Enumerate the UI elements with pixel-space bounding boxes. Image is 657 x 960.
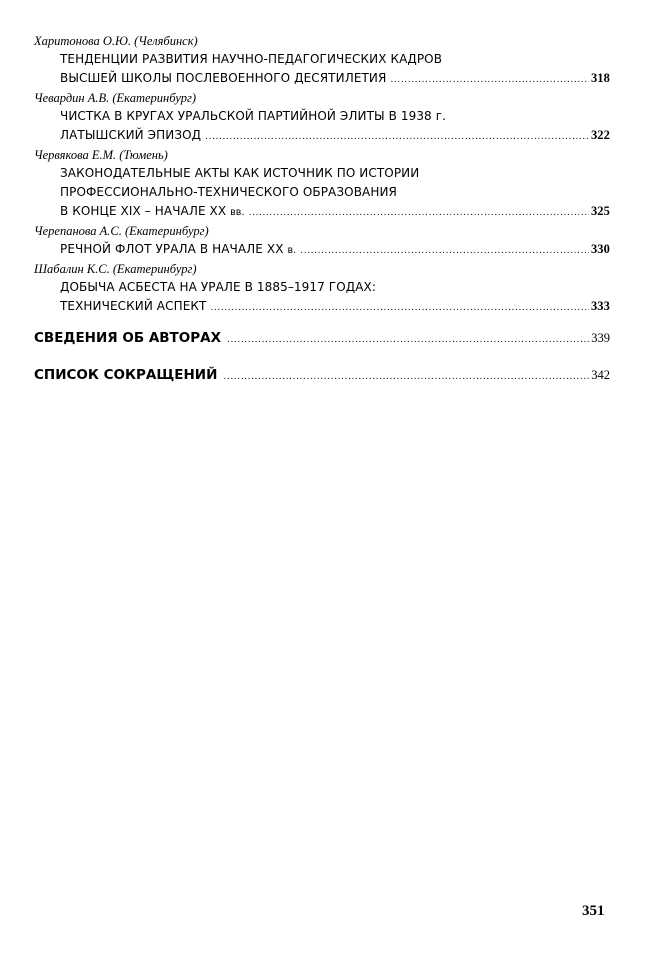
toc-entry [34,222,610,259]
table-of-contents [34,32,610,385]
dot-leader [223,367,589,387]
entry-title-text [60,240,296,260]
entry-page-number: 325 [590,204,610,218]
entry-title-text [60,202,245,222]
entry-title-line: ЗАКОНОДАТЕЛЬНЫЕ АКТЫ КАК ИСТОЧНИК ПО ИСТОРИИ [60,166,420,180]
toc-entry [34,260,610,316]
entry-title-main: РЕЧНОЙ ФЛОТ УРАЛА В НАЧАЛЕ XX [60,242,284,256]
entry-title-text: ВЫСШЕЙ ШКОЛЫ ПОСЛЕВОЕННОГО ДЕСЯТИЛЕТИЯ [60,71,387,85]
dot-leader [300,242,589,261]
entry-title-line: ЧИСТКА В КРУГАХ УРАЛЬСКОЙ ПАРТИЙНОЙ ЭЛИТЫ В 1938 г. [60,109,447,123]
entry-page-number: 322 [590,128,610,142]
dot-leader [227,330,589,350]
entry-title-line: ТЕНДЕНЦИИ РАЗВИТИЯ НАУЧНО-ПЕДАГОГИЧЕСКИХ КАДРОВ [60,52,443,66]
page-number: 351 [582,903,605,919]
entry-title-text: ТЕХНИЧЕСКИЙ АСПЕКТ [60,299,207,313]
section-title: СВЕДЕНИЯ ОБ АВТОРАХ [34,330,221,346]
entry-title-line: ДОБЫЧА АСБЕСТА НА УРАЛЕ В 1885–1917 ГОДАХ: [60,280,377,294]
entry-author: Червякова Е.М. (Тюмень) [34,148,168,162]
toc-entry [34,32,610,88]
entry-author: Шабалин К.С. (Екатеринбург) [34,262,197,276]
toc-section-authors[interactable] [34,328,610,348]
entry-title-line: ПРОФЕССИОНАЛЬНО-ТЕХНИЧЕСКОГО ОБРАЗОВАНИЯ [60,185,397,199]
dot-leader [390,71,588,90]
dot-leader [249,204,589,223]
entry-page-number: 318 [590,71,610,85]
entry-author: Черепанова А.С. (Екатеринбург) [34,224,209,238]
entry-title-main: В КОНЦЕ XIX – НАЧАЛЕ XX [60,204,227,218]
entry-author: Чевардин А.В. (Екатеринбург) [34,91,197,105]
entry-title-last-line[interactable] [60,202,610,221]
entry-page-number: 330 [590,242,610,256]
entry-title-last-line[interactable] [60,240,610,259]
toc-entry [34,146,610,221]
toc-section-abbreviations[interactable] [34,365,610,385]
dot-leader [210,299,588,318]
entry-title-suffix: вв. [230,207,245,218]
entry-author: Харитонова О.Ю. (Челябинск) [34,34,198,48]
section-page-number: 339 [591,331,610,345]
entry-page-number: 333 [590,299,610,313]
entry-title-text: ЛАТЫШСКИЙ ЭПИЗОД [60,128,202,142]
section-page-number: 342 [591,368,610,382]
section-title: СПИСОК СОКРАЩЕНИЙ [34,367,218,383]
entry-title-last-line[interactable] [60,297,610,316]
entry-title-last-line[interactable] [60,69,610,88]
toc-entry [34,89,610,145]
entry-title-suffix: в. [287,245,297,256]
dot-leader [205,128,589,147]
entry-title-last-line[interactable] [60,126,610,145]
